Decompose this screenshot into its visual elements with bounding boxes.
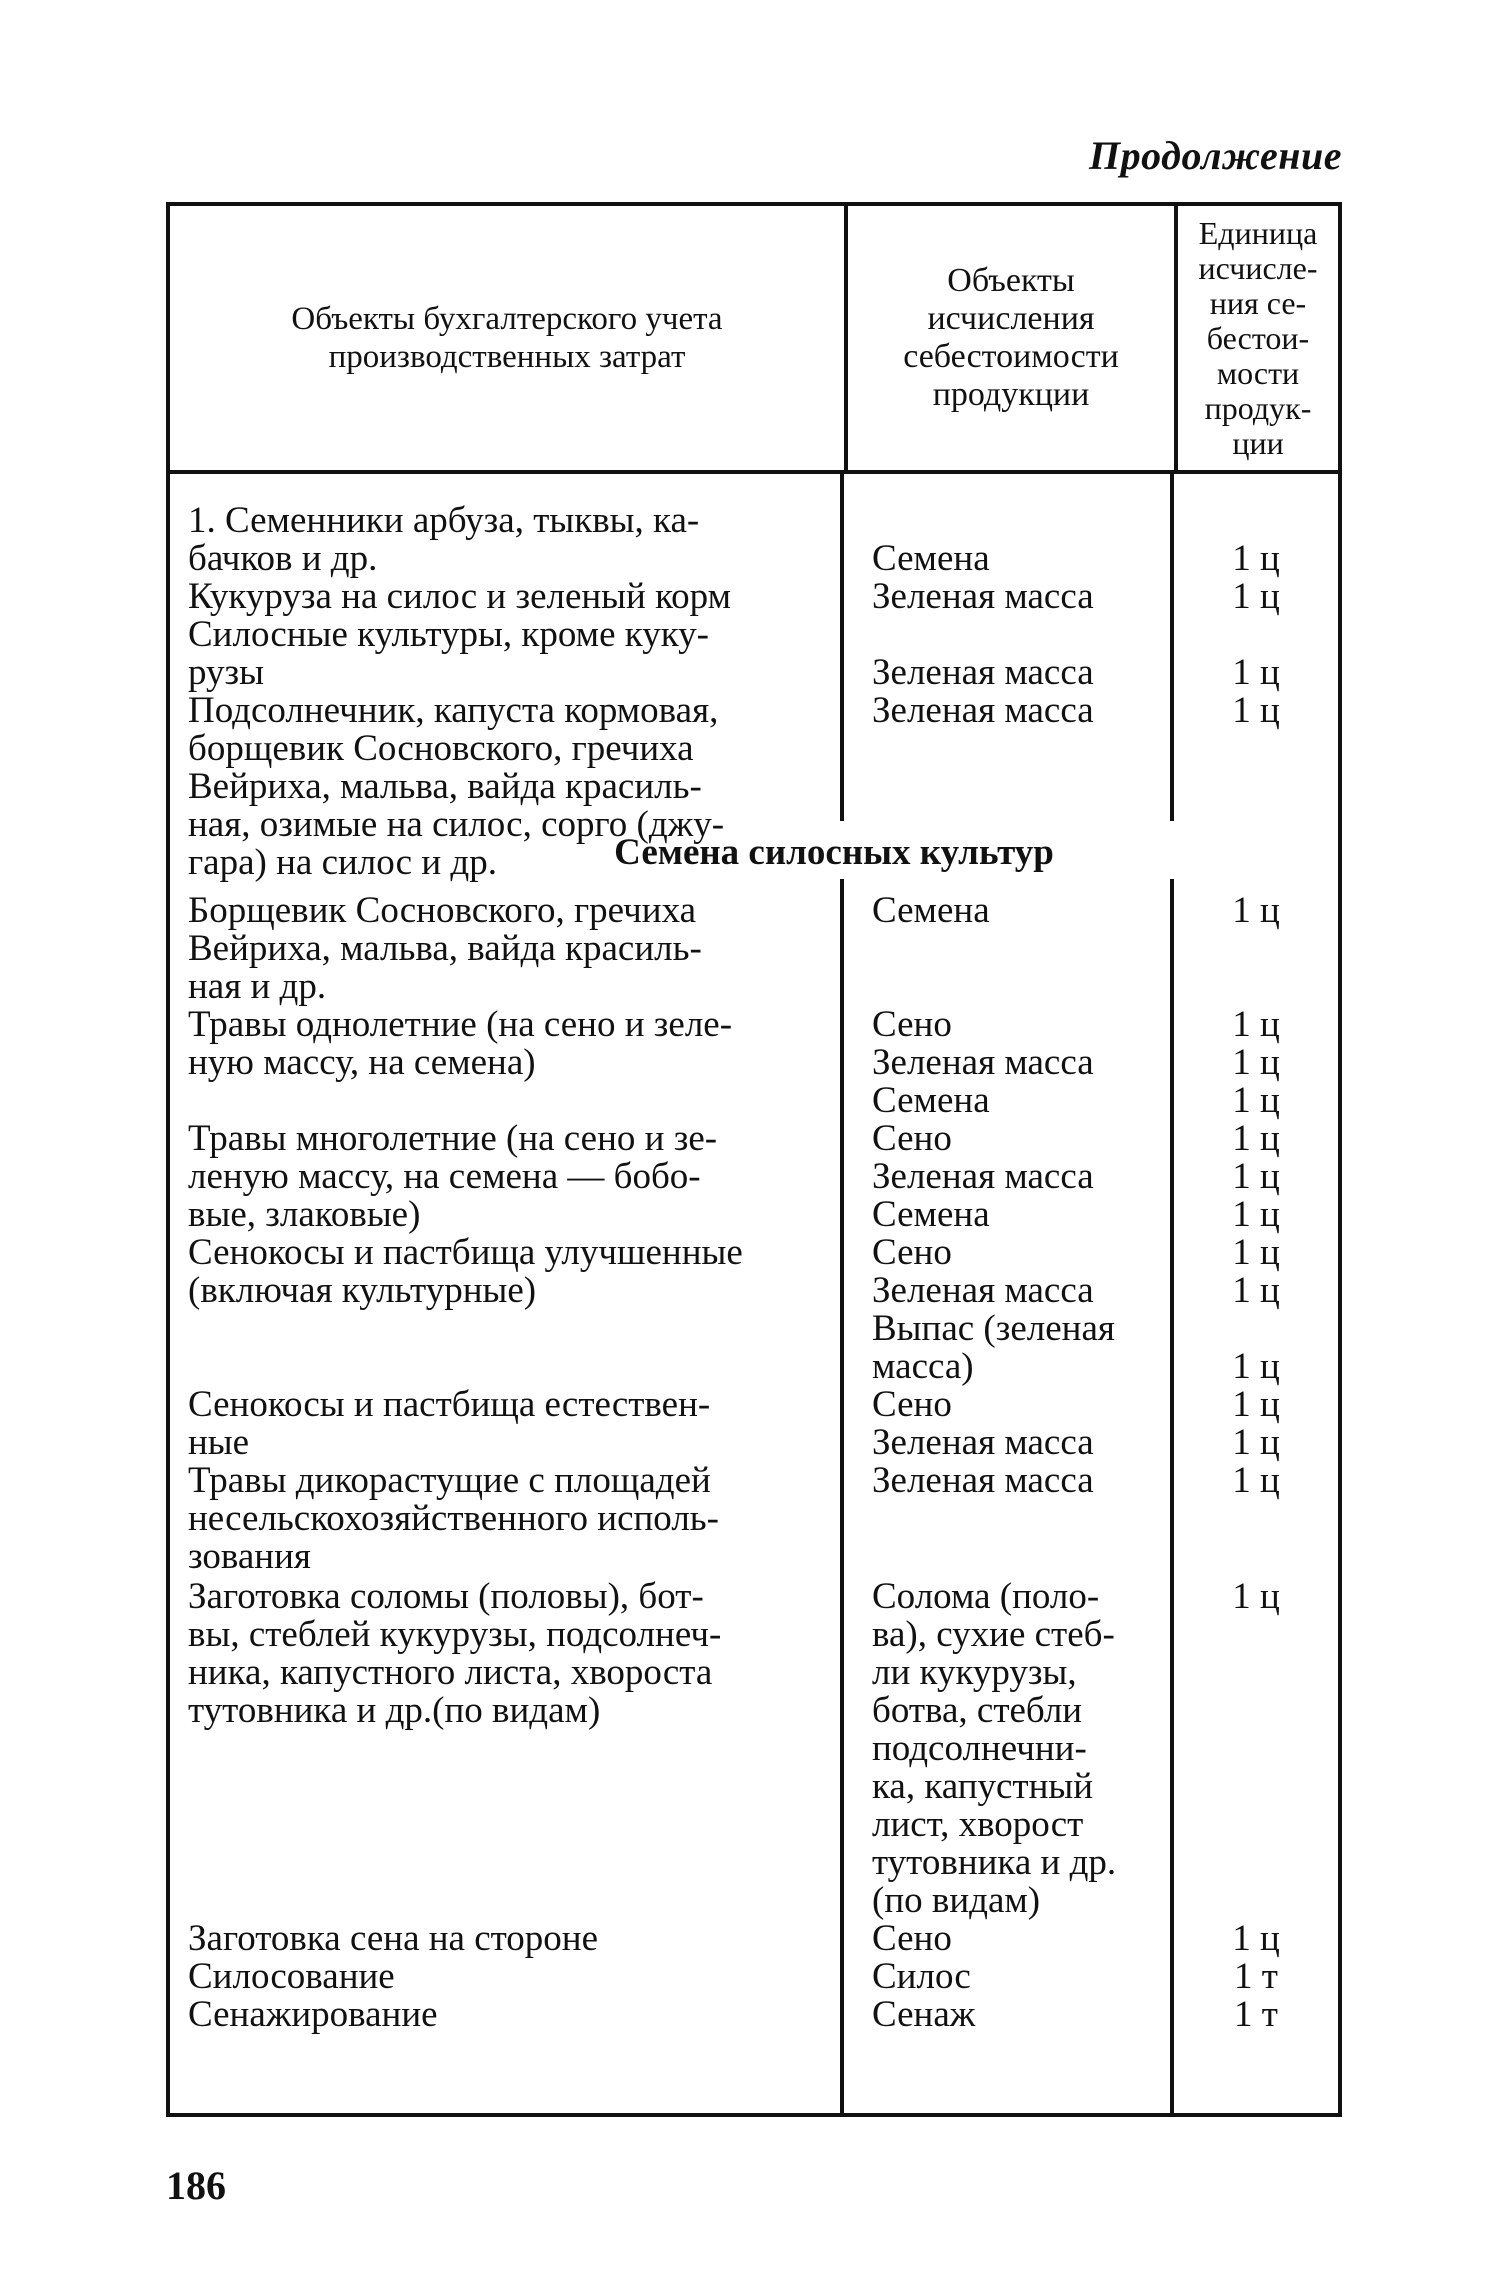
cell-calc-object: Зеленая масса (872, 690, 1094, 731)
cell-unit: 1 т (1234, 1994, 1278, 2035)
cell-unit: 1 ц 1 ц 1 ц (1232, 1232, 1280, 1387)
cell-cost-object: Кукуруза на силос и зеленый корм (188, 576, 732, 617)
cell-cost-object: Силосные культуры, кроме куку- рузы (188, 614, 709, 693)
cell-cost-object: Травы многолетние (на сено и зе- леную массу, на семена — бобо- вые, злаковые) (188, 1118, 718, 1235)
cell-unit: 1 ц 1 ц 1 ц (1232, 1118, 1280, 1235)
cell-unit: 1 ц (1232, 1576, 1280, 1617)
cell-calc-object: Семена (872, 538, 990, 579)
cell-unit: 1 ц (1232, 1460, 1280, 1501)
cell-unit: 1 ц (1232, 890, 1280, 931)
cell-calc-object: Сено Зеленая масса (872, 1384, 1094, 1463)
page-number: 186 (166, 2163, 226, 2208)
header-cost-objects: Объекты бухгалтерского учета производственных затрат (291, 301, 723, 375)
cell-cost-object: Подсолнечник, капуста кормовая, борщевик Сосновского, гречиха Вейриха, мальва, вайда красиль- ная, озимые на силос, сорго (джу- гара) на силос и др. (188, 690, 725, 883)
cell-cost-object: Сенокосы и пастбища естествен- ные (188, 1384, 711, 1463)
column-divider (840, 879, 844, 2117)
cell-unit: 1 ц (1232, 690, 1280, 731)
cell-calc-object: Сено Зеленая масса Выпас (зеленая масса) (872, 1232, 1115, 1387)
cell-cost-object: Силосование (188, 1956, 395, 1997)
column-divider (840, 474, 844, 821)
cell-cost-object: 1. Семенники арбуза, тыквы, ка- бачков и др. (188, 500, 700, 579)
section-title: Семена силосных культур (614, 832, 1054, 873)
cell-unit: 1 ц 1 ц (1232, 1384, 1280, 1463)
cell-calc-object: Силос (872, 1956, 971, 1997)
cell-calc-object: Сенаж (872, 1994, 976, 2035)
cell-cost-object: Заготовка сена на стороне (188, 1918, 599, 1959)
header-calculation-objects: Объекты исчисления себестоимости продукции (844, 206, 1174, 470)
table-header (170, 206, 1338, 474)
cell-calc-object: Семена (872, 890, 990, 931)
cell-calc-object: Зеленая масса (872, 576, 1094, 617)
cell-unit: 1 ц (1232, 652, 1280, 693)
cell-cost-object: Борщевик Сосновского, гречиха Вейриха, мальва, вайда красиль- ная и др. (188, 890, 702, 1007)
cell-unit: 1 ц (1232, 1918, 1280, 1959)
cell-unit: 1 т (1234, 1956, 1278, 1997)
cell-unit: 1 ц 1 ц 1 ц (1232, 1004, 1280, 1121)
cell-cost-object: Сенокосы и пастбища улучшенные (включая культурные) (188, 1232, 743, 1311)
cell-cost-object: Сенажирование (188, 1994, 438, 2035)
header-cost-unit: Единица исчисле- ния се- бестои- мости продук- ции (1174, 206, 1338, 470)
cell-cost-object: Заготовка соломы (половы), бот- вы, стеблей кукурузы, подсолнеч- ника, капустного листа, хвороста тутовника и др.(по видам) (188, 1576, 722, 1731)
cell-cost-object: Травы дикорастущие с площадей несельскохозяйственного исполь- зования (188, 1460, 719, 1577)
cell-calc-object: Сено Зеленая масса Семена (872, 1004, 1094, 1121)
cell-unit: 1 ц (1232, 576, 1280, 617)
continuation-label: Продолжение (1089, 133, 1342, 178)
cell-cost-object: Травы однолетние (на сено и зеле- ную массу, на семена) (188, 1004, 733, 1083)
cell-calc-object: Солома (поло- ва), сухие стеб- ли кукурузы, ботва, стебли подсолнечни- ка, капустный лист, хворост тутовника и др. (по видам) (872, 1576, 1117, 1921)
cell-calc-object: Зеленая масса (872, 652, 1094, 693)
cell-calc-object: Зеленая масса (872, 1460, 1094, 1501)
data-table (166, 202, 1342, 2117)
cell-unit: 1 ц (1232, 538, 1280, 579)
cell-calc-object: Сено Зеленая масса Семена (872, 1118, 1094, 1235)
cell-calc-object: Сено (872, 1918, 952, 1959)
